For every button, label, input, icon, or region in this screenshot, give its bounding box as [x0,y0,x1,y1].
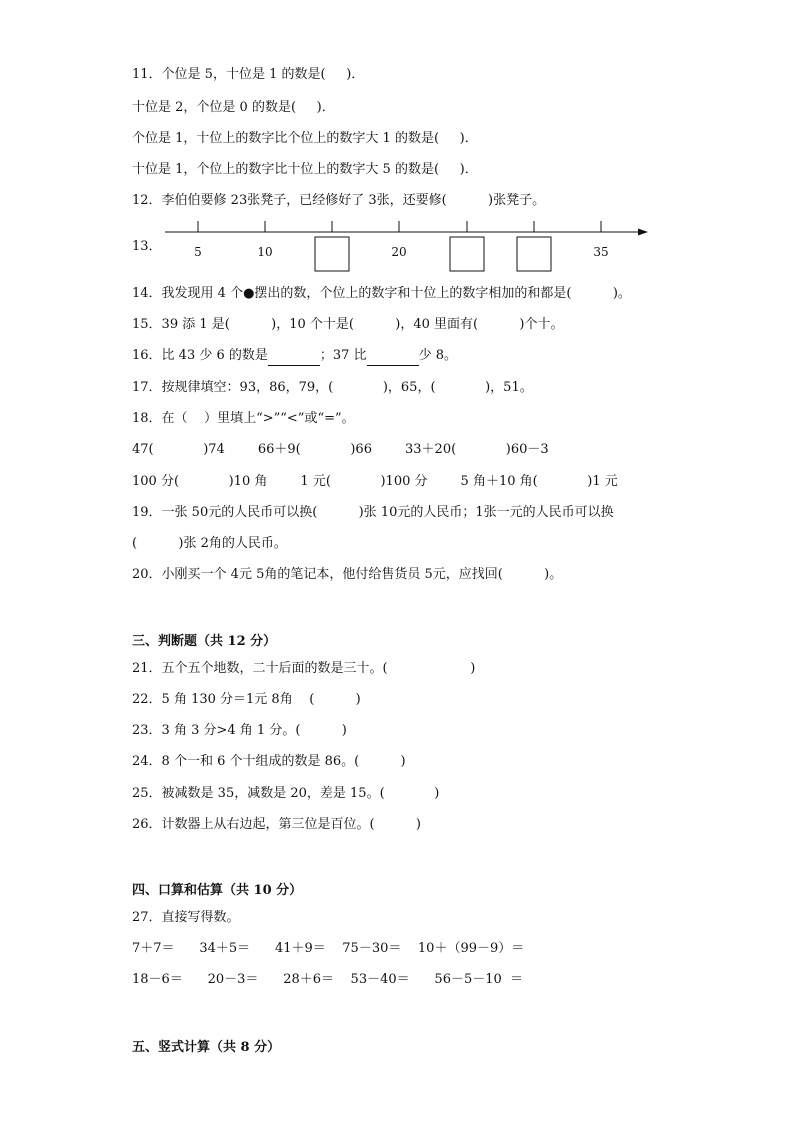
section-5-title: 五、竖式计算（共 8 分） [132,1040,281,1055]
q19-line-2: ( )张 2角的人民币。 [132,536,287,551]
q16-blank-1[interactable] [268,347,320,366]
label-10: 10 [257,245,273,259]
q11-line-4: 十位是 1，个位上的数字比十位上的数字大 5 的数是( )． [132,162,478,177]
section-3-title: 三、判断题（共 12 分） [132,634,277,649]
q12-text: 12．李伯伯要修 23张凳子，已经修好了 3张，还要修( )张凳子。 [132,193,546,208]
q18-row-2: 100 分( )10 角 1 元( )100 分 5 角＋10 角( )1 元 [132,474,618,489]
q19-line-1: 19．一张 50元的人民币可以换( )张 10元的人民币；1张一元的人民币可以换 [132,505,614,520]
label-20: 20 [391,245,407,259]
mental-math-row-2: 18－6＝ 20－3＝ 28＋6＝ 53－40＝ 56－5－10 ＝ [132,972,524,987]
q16-part2: ；37 比 [319,348,367,363]
answer-box-1[interactable] [315,237,349,271]
q26-text: 26．计数器上从右边起，第三位是百位。( ) [132,817,422,832]
q25-text: 25．被减数是 35，减数是 20，差是 15。( ) [132,786,440,801]
q11-line-1: 11．个位是 5，十位是 1 的数是( )． [132,67,365,82]
arrow-icon [638,229,648,236]
mental-math-row-1: 7＋7＝ 34＋5＝ 41＋9＝ 75－30＝ 10＋（99－9）＝ [132,941,525,956]
q16-part3: 少 8。 [418,348,457,363]
label-35: 35 [593,245,609,259]
answer-box-2[interactable] [450,237,484,271]
q11-line-3: 个位是 1，十位上的数字比个位上的数字大 1 的数是( )． [132,131,478,146]
q16-part1: 16．比 43 少 6 的数是 [132,348,268,363]
q16-blank-2[interactable] [367,347,419,366]
q22-text: 22．5 角 130 分＝1元 8角 ( ) [132,692,361,707]
q23-text: 23．3 角 3 分>4 角 1 分。( ) [132,723,347,738]
label-5: 5 [194,245,202,259]
q21-text: 21．五个五个地数，二十后面的数是三十。( ) [132,661,476,676]
answer-box-3[interactable] [517,237,551,271]
q18-row-1: 47( )74 66＋9( )66 33＋20( )60－3 [132,442,549,457]
q16-text [132,347,457,366]
q17-text: 17．按规律填空：93，86，79，( )，65，( )，51。 [132,380,533,395]
section-4-title: 四、口算和估算（共 10 分） [132,883,303,898]
q20-text: 20．小刚买一个 4元 5角的笔记本，他付给售货员 5元，应找回( )。 [132,567,563,582]
q18-title: 18．在（ ）里填上“>”“<”或“=”。 [132,411,355,426]
q11-line-2: 十位是 2，个位是 0 的数是( )． [132,100,335,115]
q13-number: 13． [132,239,162,254]
q24-text: 24．8 个一和 6 个十组成的数是 86。( ) [132,754,406,769]
q27-text: 27．直接写得数。 [132,910,240,925]
q14-text: 14．我发现用 4 个●摆出的数，个位上的数字和十位上的数字相加的和都是( )。 [132,286,631,301]
q15-text: 15．39 添 1 是( )，10 个十是( )，40 里面有( )个十。 [132,317,564,332]
